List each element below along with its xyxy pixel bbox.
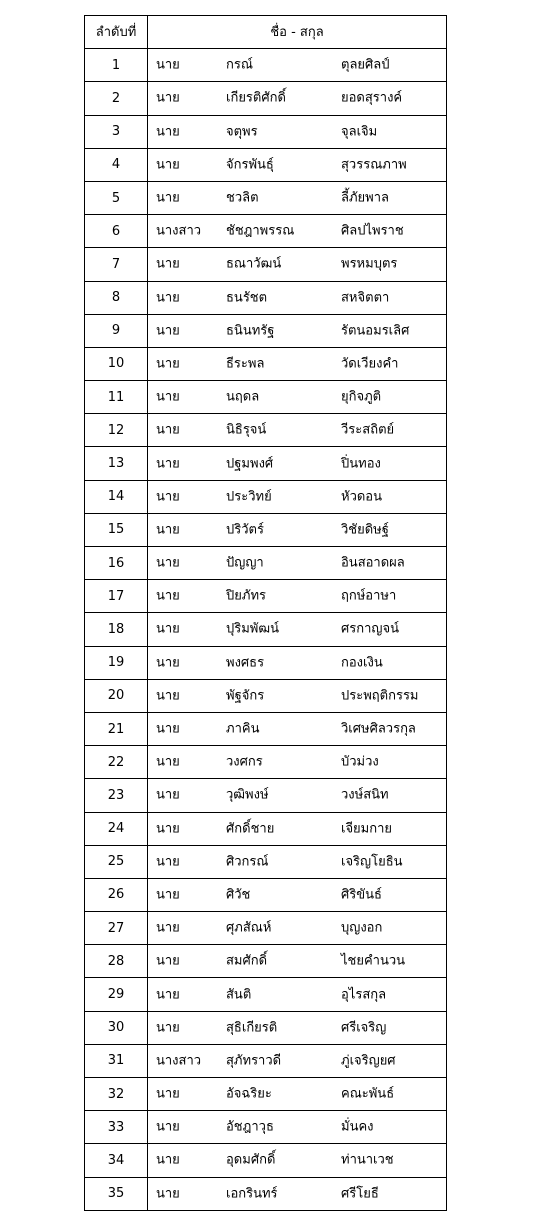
full-name-cell <box>148 1078 447 1111</box>
first-name: ธณาวัฒน์ <box>226 256 282 272</box>
full-name-cell <box>148 181 447 214</box>
table-row <box>85 845 447 878</box>
table-row <box>85 381 447 414</box>
row-number: 29 <box>85 978 148 1011</box>
row-number: 22 <box>85 746 148 779</box>
table-row <box>85 513 447 546</box>
row-number: 25 <box>85 845 148 878</box>
row-number: 34 <box>85 1144 148 1177</box>
number-column-header: ลำดับที่ <box>85 16 148 49</box>
name-title: นาย <box>156 422 180 438</box>
name-title: นาย <box>156 588 180 604</box>
full-name-cell <box>148 1144 447 1177</box>
row-number: 21 <box>85 712 148 745</box>
table-row <box>85 115 447 148</box>
table-row <box>85 912 447 945</box>
last-name: ศรกาญจน์ <box>341 621 399 637</box>
table-row <box>85 414 447 447</box>
full-name-cell <box>148 1111 447 1144</box>
row-number: 26 <box>85 878 148 911</box>
full-name-cell <box>148 513 447 546</box>
table-row <box>85 712 447 745</box>
table-row <box>85 613 447 646</box>
table-row <box>85 480 447 513</box>
full-name-cell <box>148 945 447 978</box>
first-name: ปริวัตร์ <box>226 522 264 538</box>
first-name: อุดมศักดิ์ <box>226 1152 276 1168</box>
first-name: ชัชฎาพรรณ <box>226 223 295 239</box>
full-name-cell <box>148 746 447 779</box>
row-number: 9 <box>85 314 148 347</box>
table-row <box>85 314 447 347</box>
last-name: ยอดสุรางค์ <box>341 90 403 106</box>
full-name-cell <box>148 646 447 679</box>
name-title: นาย <box>156 290 180 306</box>
row-number: 8 <box>85 281 148 314</box>
name-title: นาย <box>156 90 180 106</box>
name-title: นาย <box>156 821 180 837</box>
full-name-cell <box>148 381 447 414</box>
first-name: นฤดล <box>226 389 260 405</box>
last-name: กองเงิน <box>341 655 383 671</box>
first-name: สันติ <box>226 987 252 1003</box>
table-row <box>85 878 447 911</box>
first-name: ธนรัชต <box>226 290 268 306</box>
last-name: วิชัยดิษฐ์ <box>341 522 389 538</box>
name-title: นาย <box>156 1020 180 1036</box>
table-row <box>85 248 447 281</box>
full-name-cell <box>148 878 447 911</box>
full-name-cell <box>148 1044 447 1077</box>
name-title: นาย <box>156 621 180 637</box>
table-row <box>85 580 447 613</box>
last-name: ปิ่นทอง <box>341 456 381 472</box>
full-name-cell <box>148 1177 447 1210</box>
last-name: ศิลปไพราช <box>341 223 404 239</box>
first-name: อัจฉริยะ <box>226 1086 272 1102</box>
first-name: ปุริมพัฒน์ <box>226 621 280 637</box>
first-name: จตุพร <box>226 124 258 140</box>
name-title: นาย <box>156 688 180 704</box>
last-name: เจียมกาย <box>341 821 393 837</box>
name-title: นาย <box>156 555 180 571</box>
row-number: 33 <box>85 1111 148 1144</box>
row-number: 13 <box>85 447 148 480</box>
table-row <box>85 746 447 779</box>
first-name: วุฒิพงษ์ <box>226 787 269 803</box>
last-name: เจริญโยธิน <box>341 854 403 870</box>
name-title: นาย <box>156 323 180 339</box>
table-row <box>85 49 447 82</box>
row-number: 35 <box>85 1177 148 1210</box>
first-name: พงศธร <box>226 655 265 671</box>
last-name: ไชยคำนวน <box>341 953 406 969</box>
last-name: วงษ์สนิท <box>341 787 389 803</box>
full-name-cell <box>148 148 447 181</box>
row-number: 11 <box>85 381 148 414</box>
name-title: นาย <box>156 953 180 969</box>
first-name: วงศกร <box>226 754 263 770</box>
first-name: ศิวัช <box>226 887 251 903</box>
table-row <box>85 148 447 181</box>
name-title: นาย <box>156 987 180 1003</box>
name-title: นาย <box>156 787 180 803</box>
table-header-row <box>85 16 447 49</box>
full-name-cell <box>148 447 447 480</box>
name-title: นาย <box>156 854 180 870</box>
row-number: 3 <box>85 115 148 148</box>
row-number: 10 <box>85 347 148 380</box>
name-title: นางสาว <box>156 1053 202 1069</box>
last-name: บัวม่วง <box>341 754 379 770</box>
last-name: สหจิตตา <box>341 290 390 306</box>
full-name-cell <box>148 845 447 878</box>
name-title: นาย <box>156 920 180 936</box>
row-number: 7 <box>85 248 148 281</box>
full-name-cell <box>148 712 447 745</box>
row-number: 32 <box>85 1078 148 1111</box>
full-name-cell <box>148 912 447 945</box>
full-name-cell <box>148 1011 447 1044</box>
row-number: 18 <box>85 613 148 646</box>
first-name: ปิยภัทร <box>226 588 266 604</box>
row-number: 6 <box>85 215 148 248</box>
first-name: ประวิทย์ <box>226 489 272 505</box>
row-number: 2 <box>85 82 148 115</box>
name-title: นาย <box>156 356 180 372</box>
first-name: ภาคิน <box>226 721 260 737</box>
row-number: 15 <box>85 513 148 546</box>
full-name-cell <box>148 547 447 580</box>
table-row <box>85 347 447 380</box>
name-title: นาย <box>156 1086 180 1102</box>
last-name: ศิริขันธ์ <box>341 887 382 903</box>
name-title: นาย <box>156 57 180 73</box>
first-name: ปฐมพงศ์ <box>226 456 274 472</box>
table-body <box>85 49 447 1211</box>
row-number: 19 <box>85 646 148 679</box>
first-name: สุธิเกียรติ <box>226 1020 278 1036</box>
row-number: 30 <box>85 1011 148 1044</box>
name-title: นาย <box>156 389 180 405</box>
last-name: ภู่เจริญยศ <box>341 1053 396 1069</box>
first-name: เกียรติศักดิ์ <box>226 90 286 106</box>
table-row <box>85 978 447 1011</box>
first-name: ชวลิต <box>226 190 259 206</box>
name-title: นาย <box>156 124 180 140</box>
row-number: 20 <box>85 679 148 712</box>
table-row <box>85 1011 447 1044</box>
name-title: นางสาว <box>156 223 202 239</box>
name-title: นาย <box>156 456 180 472</box>
table-row <box>85 1111 447 1144</box>
name-title: นาย <box>156 522 180 538</box>
row-number: 5 <box>85 181 148 214</box>
first-name: สุภัทราวดี <box>226 1053 282 1069</box>
name-title: นาย <box>156 1152 180 1168</box>
last-name: ยุกิจภูติ <box>341 389 382 405</box>
full-name-cell <box>148 115 447 148</box>
last-name: อุไรสกุล <box>341 987 387 1003</box>
last-name: สุวรรณภาพ <box>341 157 407 173</box>
name-title: นาย <box>156 1119 180 1135</box>
first-name: อัชฎาวุธ <box>226 1119 274 1135</box>
row-number: 1 <box>85 49 148 82</box>
last-name: ศรีโยธี <box>341 1186 379 1202</box>
name-title: นาย <box>156 190 180 206</box>
last-name: วีระสถิตย์ <box>341 422 395 438</box>
last-name: วัดเวียงคำ <box>341 356 399 372</box>
name-column-header: ชื่อ - สกุล <box>148 16 447 49</box>
last-name: จุลเจิม <box>341 124 378 140</box>
full-name-cell <box>148 679 447 712</box>
table-row <box>85 945 447 978</box>
name-title: นาย <box>156 256 180 272</box>
table-row <box>85 1044 447 1077</box>
last-name: ประพฤติกรรม <box>341 688 419 704</box>
name-title: นาย <box>156 489 180 505</box>
row-number: 31 <box>85 1044 148 1077</box>
last-name: พรหมบุตร <box>341 256 398 272</box>
last-name: อินสอาดผล <box>341 555 405 571</box>
last-name: ท่านาเวช <box>341 1152 394 1168</box>
first-name: ศิวกรณ์ <box>226 854 269 870</box>
table-row <box>85 215 447 248</box>
name-title: นาย <box>156 721 180 737</box>
row-number: 17 <box>85 580 148 613</box>
name-title: นาย <box>156 754 180 770</box>
row-number: 23 <box>85 779 148 812</box>
last-name: คณะพันธ์ <box>341 1086 395 1102</box>
last-name: รัตนอมรเลิศ <box>341 323 410 339</box>
first-name: ปัญญา <box>226 555 264 571</box>
last-name: หัวดอน <box>341 489 383 505</box>
row-number: 27 <box>85 912 148 945</box>
name-roster-table <box>84 15 447 1211</box>
full-name-cell <box>148 314 447 347</box>
full-name-cell <box>148 215 447 248</box>
full-name-cell <box>148 248 447 281</box>
full-name-cell <box>148 281 447 314</box>
name-title: นาย <box>156 1186 180 1202</box>
full-name-cell <box>148 812 447 845</box>
table-row <box>85 82 447 115</box>
full-name-cell <box>148 49 447 82</box>
table-row <box>85 547 447 580</box>
table-row <box>85 646 447 679</box>
table-row <box>85 812 447 845</box>
name-title: นาย <box>156 157 180 173</box>
table-row <box>85 1078 447 1111</box>
first-name: ศักดิ์ชาย <box>226 821 275 837</box>
full-name-cell <box>148 779 447 812</box>
row-number: 24 <box>85 812 148 845</box>
row-number: 4 <box>85 148 148 181</box>
first-name: นิธิรุจน์ <box>226 422 267 438</box>
name-title: นาย <box>156 887 180 903</box>
row-number: 28 <box>85 945 148 978</box>
table-row <box>85 1177 447 1210</box>
last-name: ลี้ภัยพาล <box>341 190 389 206</box>
first-name: กรณ์ <box>226 57 253 73</box>
name-title: นาย <box>156 655 180 671</box>
full-name-cell <box>148 580 447 613</box>
full-name-cell <box>148 480 447 513</box>
last-name: บุญงอก <box>341 920 383 936</box>
last-name: ศรีเจริญ <box>341 1020 387 1036</box>
table-row <box>85 779 447 812</box>
full-name-cell <box>148 347 447 380</box>
table-row <box>85 281 447 314</box>
row-number: 12 <box>85 414 148 447</box>
first-name: สมศักดิ์ <box>226 953 268 969</box>
full-name-cell <box>148 82 447 115</box>
table-row <box>85 181 447 214</box>
row-number: 14 <box>85 480 148 513</box>
last-name: วิเศษศิลวรกุล <box>341 721 416 737</box>
first-name: ศุภสัณห์ <box>226 920 272 936</box>
full-name-cell <box>148 978 447 1011</box>
last-name: มั่นคง <box>341 1119 374 1135</box>
row-number: 16 <box>85 547 148 580</box>
table-row <box>85 679 447 712</box>
first-name: ธนินทรัฐ <box>226 323 275 339</box>
full-name-cell <box>148 613 447 646</box>
first-name: พัฐจักร <box>226 688 265 704</box>
first-name: ธีระพล <box>226 356 265 372</box>
table-row <box>85 447 447 480</box>
last-name: ฤกษ์อาษา <box>341 588 397 604</box>
table-row <box>85 1144 447 1177</box>
full-name-cell <box>148 414 447 447</box>
first-name: จักรพันธุ์ <box>226 157 274 173</box>
first-name: เอกรินทร์ <box>226 1186 278 1202</box>
last-name: ตุลยศิลป์ <box>341 57 390 73</box>
